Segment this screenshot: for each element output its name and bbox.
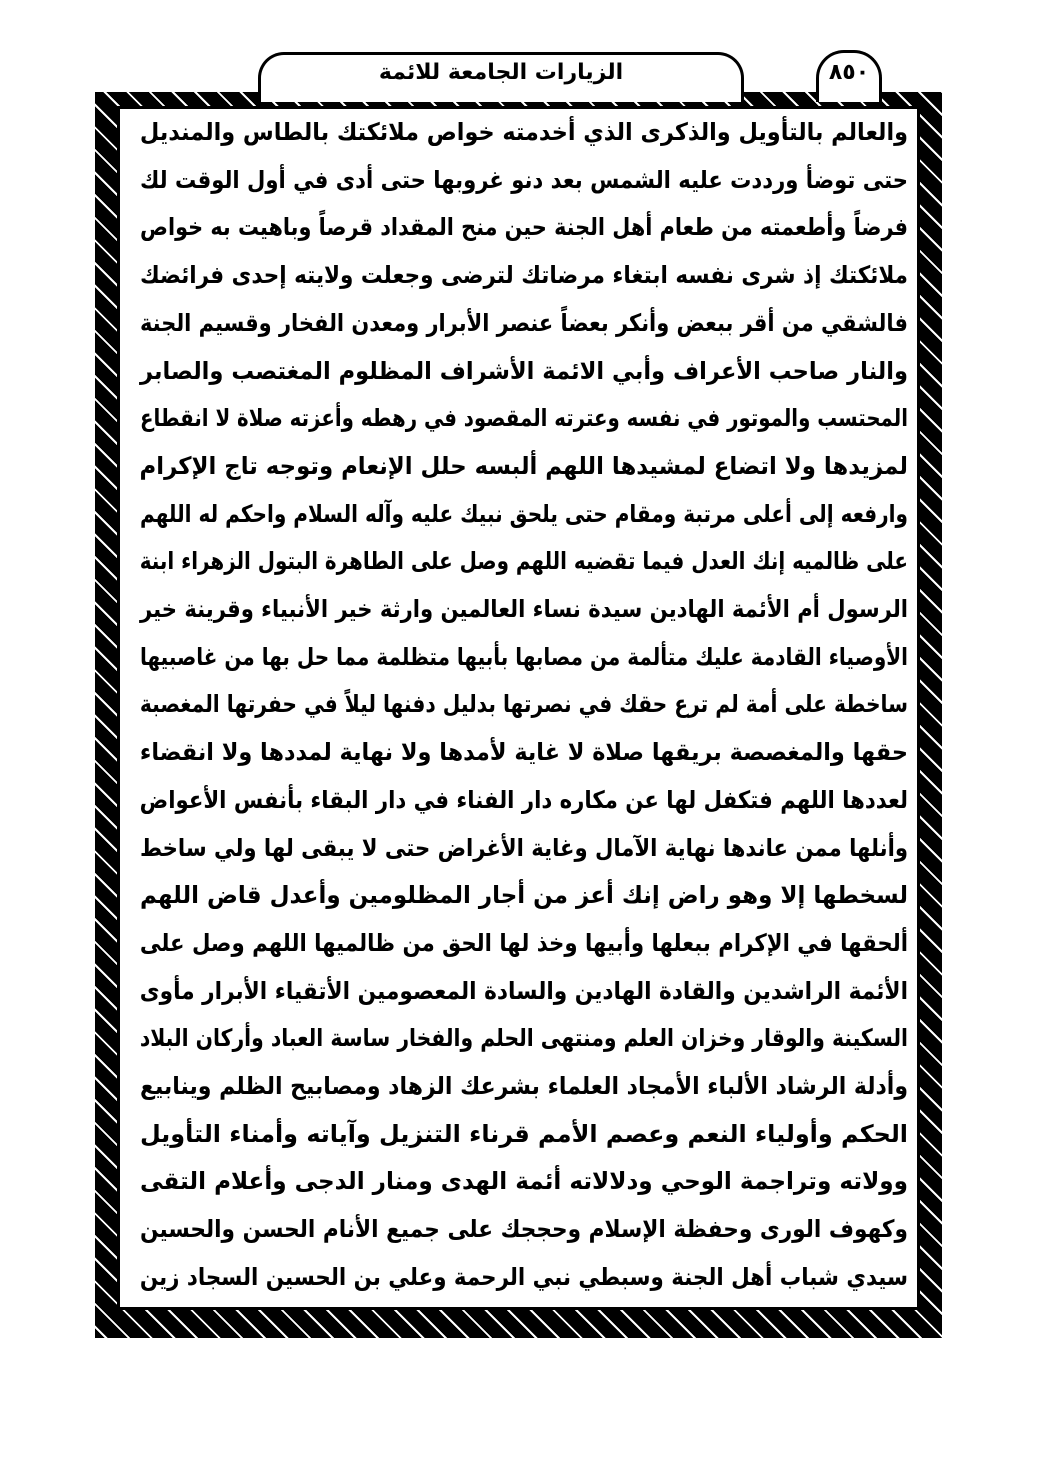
text-line: والعالم بالتأويل والذكرى الذي أخدمته خواص ملائكتك بالطاس والمنديل: [139, 118, 908, 146]
text-line: ساخطة على أمة لم ترع حقك في نصرتها بدليل دفنها ليلاً في حفرتها المغصبة: [139, 690, 908, 719]
running-header-title: الزيارات الجامعة للائمة: [258, 52, 744, 102]
text-line: الحكم وأولياء النعم وعصم الأمم قرناء التنزيل وآياته وأمناء التأويل: [140, 1119, 908, 1148]
page-number: ٨٥٠: [816, 50, 882, 102]
text-line: على ظالميه إنك العدل فيما تقضيه اللهم وصل على الطاهرة البتول الزهراء ابنة: [139, 547, 908, 576]
text-line: وولاته وتراجمة الوحي ودلالاته أئمة الهدى ومنار الدجى وأعلام التقى: [140, 1167, 908, 1196]
text-line: فالشقي من أقر ببعض وأنكر بعضاً عنصر الأبرار ومعدن الفخار وقسيم الجنة: [139, 308, 909, 337]
text-line: لمزيدها ولا اتضاع لمشيدها اللهم ألبسه حلل الإنعام وتوجه تاج الإكرام: [139, 451, 909, 480]
text-line: المحتسب والموتور في نفسه وعترته المقصود في رهطه وأعزته صلاة لا انقطاع: [140, 404, 908, 433]
text-line: حتى توضأ ورددت عليه الشمس بعد دنو غروبها حتى أدى في أول الوقت لك: [140, 165, 908, 194]
text-line: والنار صاحب الأعراف وأبي الائمة الأشراف المظلوم المغتصب والصابر: [140, 356, 908, 385]
text-line: سيدي شباب أهل الجنة وسبطي نبي الرحمة وعلي بن الحسين السجاد زين: [139, 1262, 909, 1291]
text-line: وأدلة الرشاد الألباء الأمجاد العلماء بشرعك الزهاد ومصابيح الظلم وينابيع: [139, 1072, 908, 1100]
text-line: وأنلها ممن عاندها نهاية الآمال وغاية الأغراض حتى لا يبقى لها ولي ساخط: [140, 833, 908, 862]
text-line: حقها والمغصصة بريقها صلاة لا غاية لأمدها ولا نهاية لمددها ولا انقضاء: [139, 738, 909, 767]
text-line: وارفعه إلى أعلى مرتبة ومقام حتى يلحق نبيك عليه وآله السلام واحكم له اللهم: [140, 499, 908, 528]
text-line: الرسول أم الأئمة الهادين سيدة نساء العالمين وارثة خير الأنبياء وقرينة خير: [139, 595, 909, 623]
text-line: السكينة والوقار وخزان العلم ومنتهى الحلم والفخار ساسة العباد وأركان البلاد: [139, 1024, 908, 1053]
text-line: فرضاً وأطعمته من طعام أهل الجنة حين منح المقداد قرصاً وباهيت به خواص: [140, 213, 908, 242]
text-line: ملائكتك إذ شرى نفسه ابتغاء مرضاتك لترضى وجعلت ولايته إحدى فرائضك: [140, 261, 908, 290]
text-line: لسخطها إلا وهو راض إنك أعز من أجار المظلومين وأعدل قاض اللهم: [140, 881, 908, 910]
text-line: لعددها اللهم فتكفل لها عن مكاره دار الفناء في دار البقاء بأنفس الأعواض: [139, 785, 908, 814]
text-line: الأئمة الراشدين والقادة الهادين والسادة المعصومين الأتقياء الأبرار مأوى: [139, 976, 908, 1005]
text-line: ألحقها في الإكرام ببعلها وأبيها وخذ لها الحق من ظالميها اللهم وصل على: [139, 928, 908, 957]
text-line: وكهوف الورى وحفظة الإسلام وحججك على جميع الأنام الحسن والحسين: [140, 1215, 908, 1244]
text-line: الأوصياء القادمة عليك متألمة من مصابها بأبيها متظلمة مما حل بها من غاصبيها: [140, 642, 908, 671]
